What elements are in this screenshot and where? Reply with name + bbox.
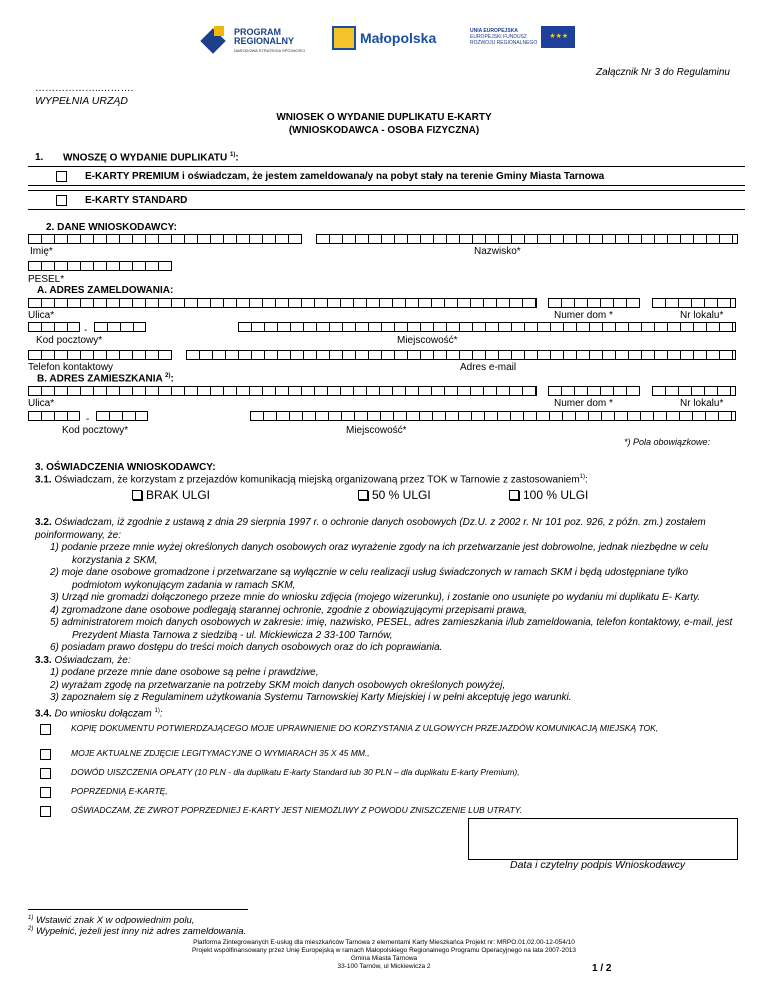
- last-name-label: Nazwisko*: [474, 246, 521, 257]
- city-label: Miejscowość*: [397, 335, 458, 346]
- list-item: 3) zapoznałem się z Regulaminem użytkowania Systemu Tarnowskiej Karty Miejskiej i w pełni akceptuję jego warunki.: [50, 692, 572, 703]
- option-premium-label: E-KARTY PREMIUM i oświadczam, że jestem zameldowana/y na pobyt stały na terenie Gminy Miasta Tarnowa: [85, 170, 605, 182]
- attachment-label: POPRZEDNIĄ E-KARTĘ,: [71, 786, 168, 796]
- phone-label: Telefon kontaktowy: [28, 362, 114, 373]
- postal-code-b-part2-input[interactable]: [96, 411, 148, 421]
- statement-3-2: 3.2. Oświadczam, iż zgodnie z ustawą z dnia 29 sierpnia 1997 r. o ochronie danych osobowych (Dz.U. z 2002 r. Nr 101 poz. 926, z późn. zm.) zostałem poinformowany, że:: [35, 517, 706, 541]
- attachment-item-photo[interactable]: [35, 748, 735, 760]
- page-number: 1 / 2: [592, 963, 612, 974]
- form-subtitle: (WNIOSKODAWCA - OSOBA FIZYCZNA): [288, 125, 480, 136]
- email-input[interactable]: [186, 350, 736, 360]
- list-item: 2) wyrażam zgodę na przetwarzanie na potrzeby SKM moich danych osobowych określonych powyżej,: [50, 679, 506, 691]
- section2-heading: 2. DANE WNIOSKODAWCY:: [46, 222, 177, 233]
- statement-3-3-list: [35, 667, 735, 705]
- discount-none-label: BRAK ULGI: [146, 488, 211, 502]
- checkbox-attachment-photo[interactable]: [40, 749, 51, 760]
- footer-line3: Gmina Miasta Tarnowa: [350, 955, 418, 962]
- footer-line2: Projekt współfinansowany przez Unię Europejską w ramach Małopolskiego Regionalnego Programu Operacyjnego na lata 2007-2013: [191, 947, 577, 954]
- discount-option-100[interactable]: [509, 488, 588, 502]
- first-name-label: Imię*: [30, 246, 53, 257]
- checkbox-discount-100[interactable]: [509, 490, 519, 500]
- list-item: 1) podanie przeze mnie wyżej określonych danych osobowych oraz wyrażenie zgody na ich przetwarzanie jest dobrowolne, jednak niezbędne w celu korzystania z SKM,: [50, 542, 709, 566]
- checkbox-attachment-previous-card[interactable]: [40, 787, 51, 798]
- list-item: 4) zgromadzone dane osobowe podlegają starannej ochronie, zgodnie z obowiązującymi przepisami prawa,: [50, 604, 527, 616]
- program-regionalny-logo: [200, 26, 305, 56]
- city-input[interactable]: [238, 322, 736, 332]
- house-number-b-input[interactable]: [548, 386, 640, 396]
- footnote-2: $^{2)}$ Wypełnić, jeżeli jest inny niż adres zameldowania.: [28, 926, 247, 938]
- attachment-label: KOPIĘ DOKUMENTU POTWIERDZAJĄCEGO MOJE UPRAWNIENIE DO KORZYSTANIA Z ULGOWYCH PRZEJAZDÓW KOMUNIKACJĄ MIEJSKĄ TOK,: [71, 723, 659, 733]
- statements-block: [35, 517, 735, 720]
- first-name-input[interactable]: [28, 234, 302, 244]
- footnote-divider: [28, 909, 248, 910]
- footer-line4: 33-100 Tarnów, ul Mickiewicza 2: [337, 963, 431, 970]
- list-item: 1) podane przeze mnie dane osobowe są pełne i prawdziwe,: [50, 667, 319, 678]
- house-number-b-label: Numer dom *: [554, 398, 613, 409]
- checkbox-attachment-discount-proof[interactable]: [40, 724, 51, 735]
- discount-option-50[interactable]: [358, 488, 431, 502]
- apartment-number-b-input[interactable]: [652, 386, 736, 396]
- email-label: Adres e-mail: [460, 362, 517, 373]
- option-standard-label: E-KARTY STANDARD: [85, 194, 188, 206]
- apartment-number-input[interactable]: [652, 298, 736, 308]
- logo-eu-line3: ROZWOJU REGIONALNEGO: [470, 40, 538, 46]
- attachment-note: Załącznik Nr 3 do Regulaminu: [596, 67, 730, 78]
- footer-line1: Platforma Zintegrowanych E-usług dla mieszkańców Tarnowa z elementami Karty Mieszkańca Projekt nr: MRPO.01.02.00-12-054/10: [193, 939, 575, 946]
- section1-heading: 1. WNOSZĘ O WYDANIE DUPLIKATU $^{1)}$:: [35, 152, 239, 164]
- checkbox-discount-50[interactable]: [358, 490, 368, 500]
- option-standard[interactable]: [28, 190, 745, 210]
- option-premium[interactable]: [28, 166, 745, 186]
- required-fields-note: *) Pola obowiązkowe:: [624, 437, 711, 447]
- header-logos: [200, 26, 580, 66]
- office-dots: ………………..……….: [35, 83, 134, 94]
- apartment-number-label: Nr lokalu*: [680, 310, 724, 321]
- attachment-item-lost-card[interactable]: [35, 805, 735, 817]
- postal-code-part1-input[interactable]: [28, 322, 80, 332]
- city-b-label: Miejscowość*: [346, 425, 407, 436]
- attachment-item-discount-proof[interactable]: [35, 723, 735, 735]
- list-item: 6) posiadam prawo dostępu do treści moich danych osobowych oraz do ich poprawiania.: [50, 642, 443, 653]
- attachment-item-payment[interactable]: [35, 767, 735, 779]
- form-title: WNIOSEK O WYDANIE DUPLIKATU E-KARTY: [276, 112, 492, 123]
- statement-3-3: 3.3. Oświadczam, że:: [35, 654, 131, 666]
- attachment-label: DOWÓD UISZCZENIA OPŁATY (10 PLN - dla duplikatu E-karty Standard lub 30 PLN – dla duplikatu E-karty Premium),: [71, 767, 520, 777]
- logo-eu-line1: UNIA EUROPEJSKA: [470, 28, 518, 34]
- address-b-heading: B. ADRES ZAMIESZKANIA $^{2)}$:: [37, 373, 174, 385]
- street-input[interactable]: [28, 298, 537, 308]
- postal-code-b-dash: -: [86, 414, 90, 425]
- list-item: 5) administratorem moich danych osobowych w zakresie: imię, nazwisko, PESEL, adres zamieszkania i/lub zameldowania, telefon kontaktowy, e-mail, jest Prezydent Miasta Tarnowa z siedzibą - ul. Mickiewicza 2 33-100 Tarnów,: [50, 617, 733, 641]
- malopolska-logo: [332, 26, 436, 50]
- logo-malopolska-text: Małopolska: [360, 30, 437, 46]
- checkbox-premium[interactable]: [56, 171, 67, 182]
- pesel-input[interactable]: [28, 261, 172, 271]
- attachment-label: MOJE AKTUALNE ZDJĘCIE LEGITYMACYJNE O WYMIARACH 35 X 45 MM.,: [71, 748, 370, 758]
- logo-program-line2: REGIONALNY: [234, 35, 295, 46]
- signature-box[interactable]: [468, 818, 738, 860]
- pesel-label: PESEL*: [28, 274, 65, 285]
- logo-eu-line2: EUROPEJSKI FUNDUSZ: [470, 34, 527, 40]
- logo-program-line1: PROGRAM: [234, 26, 281, 37]
- apartment-number-b-label: Nr lokalu*: [680, 398, 724, 409]
- checkbox-discount-none[interactable]: [132, 490, 142, 500]
- postal-code-label: Kod pocztowy*: [36, 335, 103, 346]
- address-a-heading: A. ADRES ZAMELDOWANIA:: [37, 285, 174, 296]
- postal-code-dash: -: [84, 325, 88, 336]
- discount-50-label: 50 % ULGI: [372, 488, 431, 502]
- attachment-item-previous-card[interactable]: [35, 786, 735, 798]
- malopolska-crest-icon: [332, 26, 356, 50]
- eu-flag-icon: ★ ★ ★: [541, 26, 575, 48]
- signature-label: Data i czytelny podpis Wnioskodawcy: [510, 859, 686, 871]
- checkbox-attachment-payment[interactable]: [40, 768, 51, 779]
- discount-100-label: 100 % ULGI: [523, 488, 589, 502]
- postal-code-b-part1-input[interactable]: [28, 411, 80, 421]
- postal-code-b-label: Kod pocztowy*: [62, 425, 129, 436]
- page-footer: [0, 939, 768, 971]
- street-b-label: Ulica*: [28, 398, 55, 409]
- discount-option-none[interactable]: [132, 488, 210, 502]
- checkbox-standard[interactable]: [56, 195, 67, 206]
- footnote-1: $^{1)}$ Wstawić znak X w odpowiednim polu,: [28, 915, 195, 927]
- office-fill-label: WYPEŁNIA URZĄD: [35, 95, 128, 107]
- logo-program-sub: NARODOWA STRATEGIA SPÓJNOŚCI: [234, 47, 306, 53]
- postal-code-part2-input[interactable]: [94, 322, 146, 332]
- eu-logo: [470, 26, 575, 48]
- phone-input[interactable]: [28, 350, 172, 360]
- statement-3-4: 3.4. Do wniosku dołączam $^{1)}$:: [35, 707, 163, 719]
- checkbox-attachment-lost-card[interactable]: [40, 806, 51, 817]
- house-number-input[interactable]: [548, 298, 640, 308]
- city-b-input[interactable]: [250, 411, 736, 421]
- list-item: 3) Urząd nie gromadzi dołączonego przeze mnie do wniosku zdjęcia (mojego wizerunku), i zostanie ono usunięte po wydaniu mi duplikatu E- Karty.: [50, 592, 701, 603]
- section3-heading: 3. OŚWIADCZENIA WNIOSKODAWCY:: [35, 462, 216, 473]
- statement-3-1: 3.1. Oświadczam, że korzystam z przejazdów komunikacją miejską organizowaną przez TOK w Tarnowie z zastosowaniem$^{1)}$:: [35, 474, 588, 486]
- statement-3-2-list: [35, 542, 735, 655]
- list-item: 2) moje dane osobowe gromadzone i przetwarzane są wyłącznie w celu realizacji usług świadczonych w ramach SKM i będą udostępniane tylko podmiotom wykonującym zadania w ramach SKM,: [50, 567, 689, 591]
- program-regionalny-icon: [200, 26, 230, 56]
- street-b-input[interactable]: [28, 386, 537, 396]
- house-number-label: Numer dom *: [554, 310, 613, 321]
- street-label: Ulica*: [28, 310, 55, 321]
- attachment-label: OŚWIADCZAM, ŻE ZWROT POPRZEDNIEJ E-KARTY JEST NIEMOŻLIWY Z POWODU ZNISZCZENIE LUB UTRATY.: [71, 805, 523, 815]
- last-name-input[interactable]: [316, 234, 738, 244]
